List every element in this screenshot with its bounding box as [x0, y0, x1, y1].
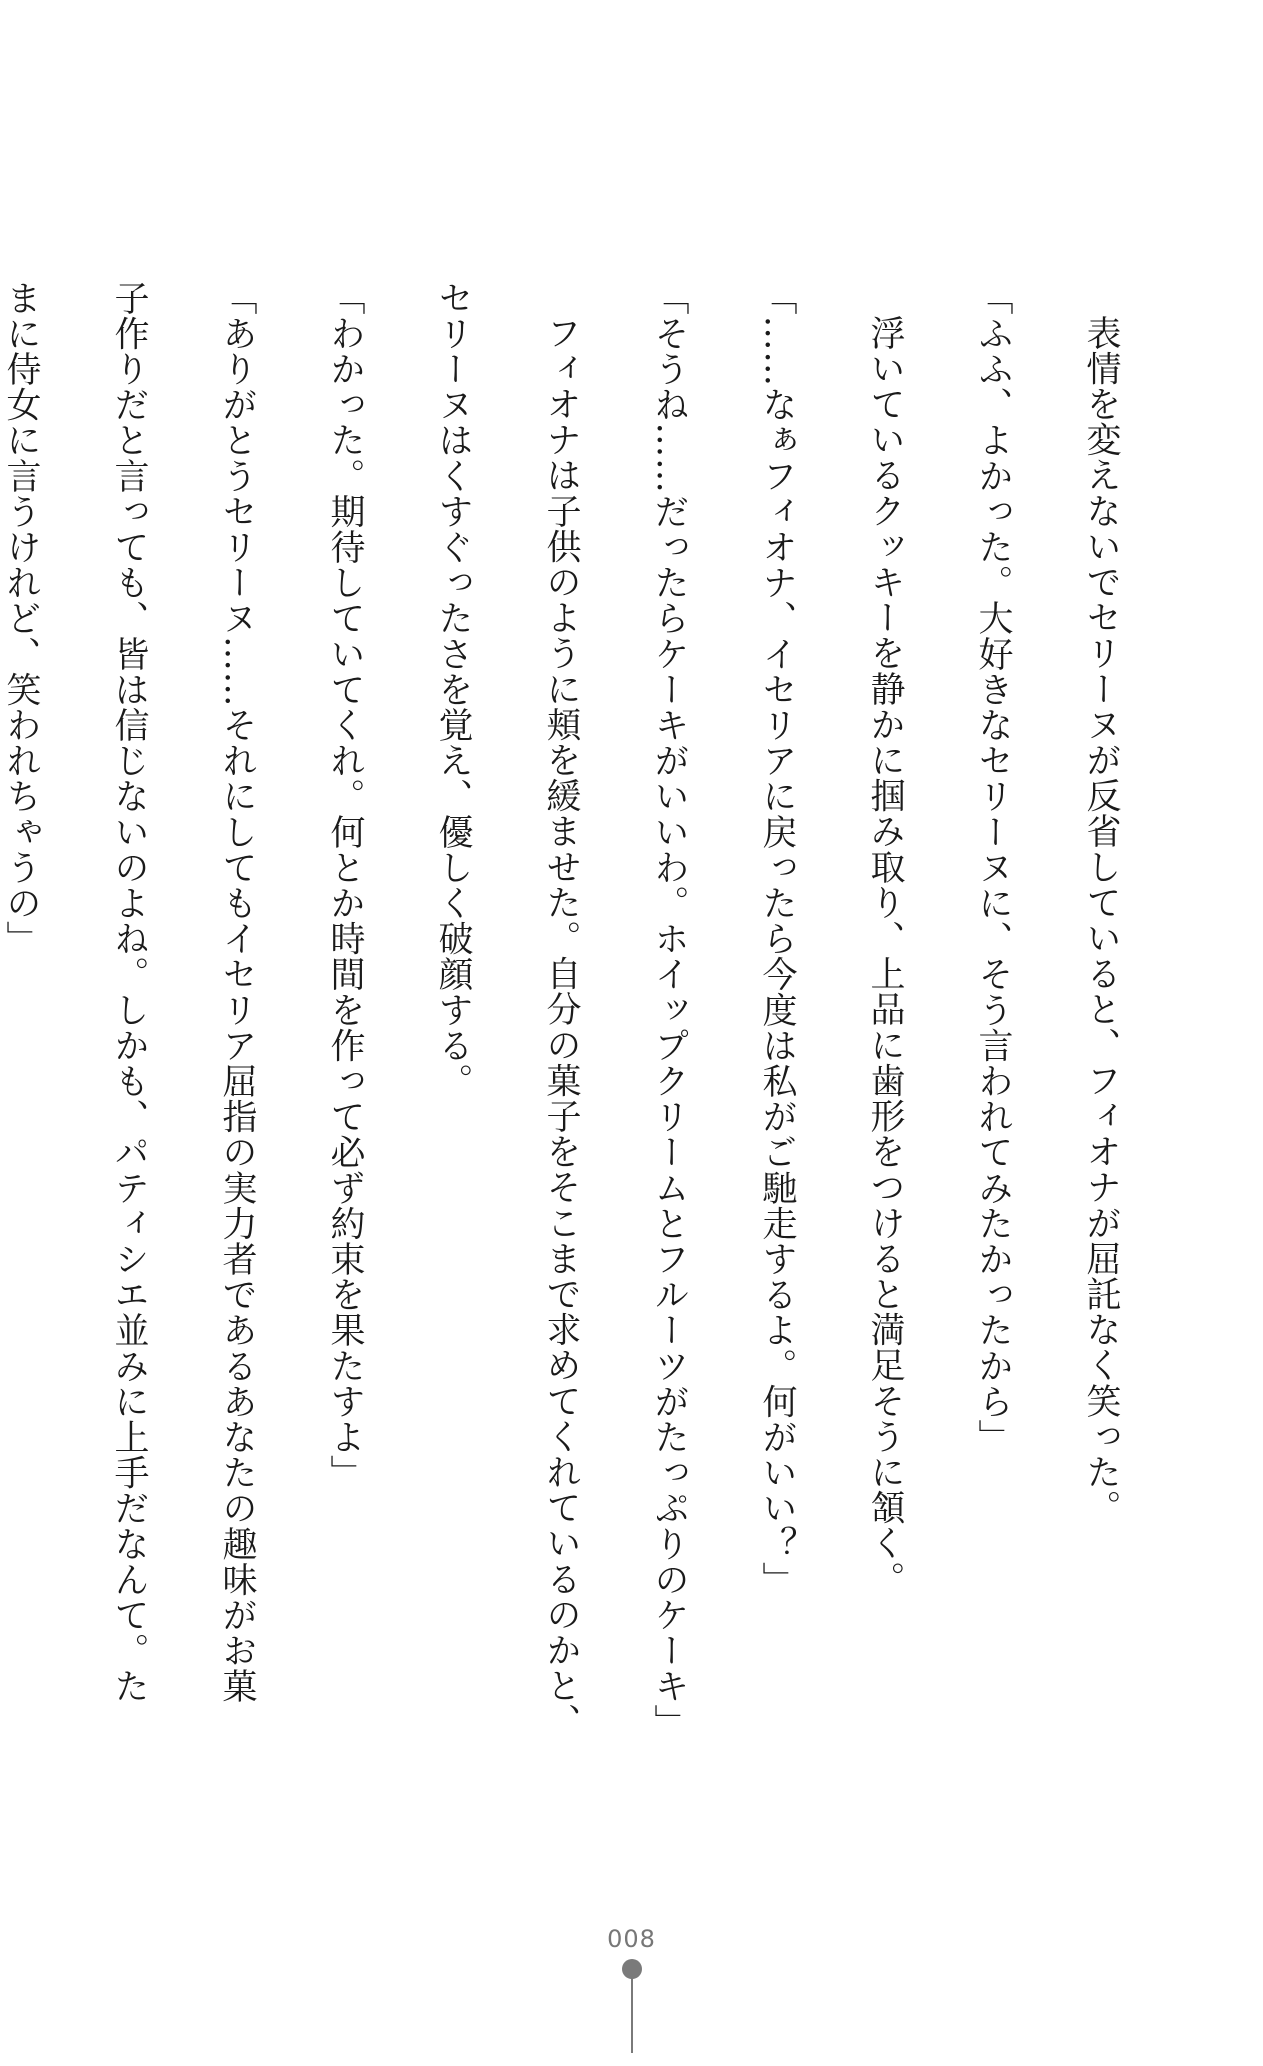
- text-line: 子作りだと言っても、皆は信じないのよね。しかも、パティシエ並みに上手だなんて。た: [109, 280, 149, 1704]
- text-line: 「……なぁフィオナ、イセリアに戻ったら今度は私がご馳走するよ。何がいい？」: [757, 280, 797, 1598]
- text-line: フィオナは子供のように頬を緩ませた。自分の菓子をそこまで求めてくれているのかと、: [541, 315, 581, 1739]
- text-line: 「ふふ、よかった。大好きなセリーヌに、そう言われてみたかったから」: [973, 280, 1013, 1455]
- text-line: まに侍女に言うけれど、笑われちゃうの」: [1, 280, 41, 957]
- page-number: 008: [607, 1925, 656, 1953]
- page-marker-icon: [631, 1963, 633, 2053]
- text-line: 浮いているクッキーを静かに掴み取り、上品に歯形をつけると満足そうに頷く。: [865, 315, 905, 1597]
- text-line: セリーヌはくすぐったさを覚え、優しく破顔する。: [433, 280, 473, 1099]
- text-line: 「わかった。期待していてくれ。何とか時間を作って必ず約束を果たすよ」: [325, 280, 365, 1491]
- text-line: 表情を変えないでセリーヌが反省していると、フィオナが屈託なく笑った。: [1081, 315, 1121, 1526]
- text-line: 「ありがとうセリーヌ……それにしてもイセリア屈指の実力者であるあなたの趣味がお菓: [217, 280, 257, 1704]
- body-text: [1, 280, 1155, 1740]
- page-footer: [0, 1925, 1263, 2053]
- text-line: 「そうね……だったらケーキがいいわ。ホイップクリームとフルーツがたっぷりのケーキ」: [649, 280, 689, 1740]
